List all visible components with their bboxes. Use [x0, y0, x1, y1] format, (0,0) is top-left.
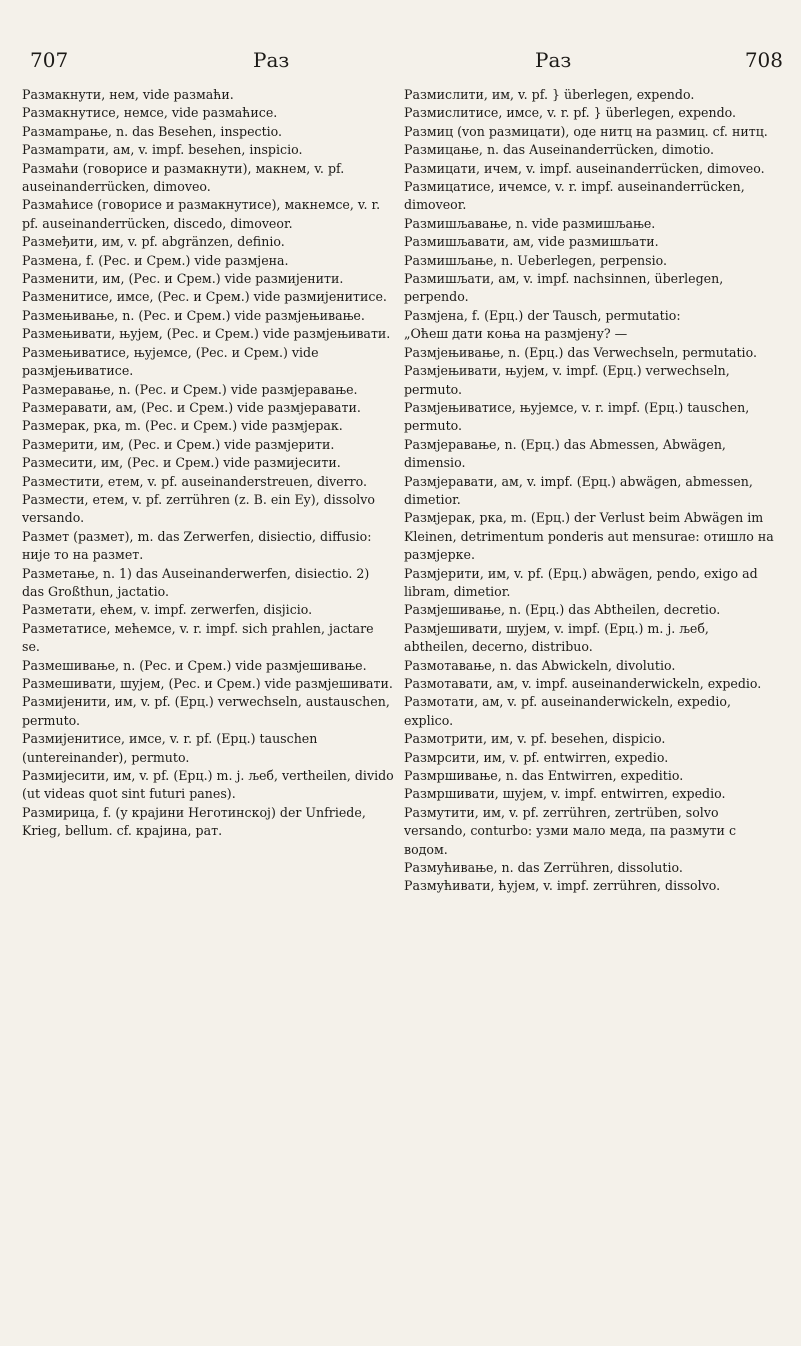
dictionary-entry: Размјерак, рка, m. (Ерц.) der Verlust beim Abwägen im Kleinen, detrimentum ponderis aut mensurae: отишло на размјерке.	[404, 510, 774, 563]
dictionary-entry: Разместити, етем, v. pf. auseinanderstreuen, diverro.	[22, 473, 368, 489]
dictionary-entry: Размјењивати, њујем, v. impf. (Ерц.) verwechseln, permuto.	[404, 363, 730, 397]
dictionary-entry: Разменити, им, (Рес. и Срем.) vide размијенити.	[22, 271, 344, 287]
dictionary-entry: Размаmрање, n. das Besehen, inspectio.	[22, 123, 283, 139]
dictionary-entry: Размицати, ичем, v. impf. auseinanderrücken, dimoveo.	[404, 160, 765, 176]
dictionary-entry: Размјеравање, n. (Ерц.) das Abmessen, Abwägen, dimensio.	[404, 436, 726, 471]
dictionary-entry: Размутити, им, v. pf. zerrühren, zertrüben, solvo versando, conturbo: узми мало меда, па размути с водом.	[404, 804, 736, 857]
dictionary-entry: Размирица, f. (у крајини Неготинској) der Unfriede, Krieg, bellum. cf. крајина, рат.	[22, 804, 366, 839]
right-column	[404, 86, 776, 1336]
dictionary-entry: Размућивање, n. das Zerrühren, dissolutio.	[404, 860, 683, 876]
dictionary-entry: Разметати, ећем, v. impf. zerwerfen, disjicio.	[22, 602, 313, 618]
dictionary-entry: Размести, етем, v. pf. zerrühren (z. B. ein Ey), dissolvo versando.	[22, 491, 375, 526]
dictionary-entry: Размјењивање, n. (Ерц.) das Verwechseln, permutatio.	[404, 344, 757, 360]
dictionary-entry: Размакнутисе, немсе, vide размаћисе.	[22, 105, 278, 121]
dictionary-entry: Размењивање, n. (Рес. и Срем.) vide размјењивање.	[22, 307, 365, 323]
dictionary-entry: Размотавати, ам, v. impf. auseinanderwickeln, expedio.	[404, 676, 762, 691]
page-header	[0, 0, 801, 80]
dictionary-entry: Размијенити, им, v. pf. (Ерц.) verwechseln, austauschen, permuto.	[22, 694, 390, 728]
dictionary-entry: Размишљати, ам, v. impf. nachsinnen, überlegen, perpendo.	[404, 271, 724, 305]
dictionary-entry: Размислити, им, v. pf. } überlegen, expendo.	[404, 87, 695, 102]
dictionary-entry: Размјешивати, шујем, v. impf. (Ерц.) m. j. љеб, abtheilen, decerno, distribuo.	[404, 620, 709, 655]
dictionary-entry: Размесити, им, (Рес. и Срем.) vide размијесити.	[22, 455, 341, 471]
left-column	[22, 86, 394, 1336]
dictionary-entry: Размењиватисе, њујемсе, (Рес. и Срем.) vide размјењиватисе.	[22, 344, 319, 379]
dictionary-entry: Размјена, f. (Ерц.) der Tausch, permutatio:	[404, 307, 681, 323]
dictionary-entry: Размијенитисе, имсе, v. r. pf. (Ерц.) tauschen (untereinander), permuto.	[22, 731, 318, 765]
dictionary-entry: Разменитисе, имсе, (Рес. и Срем.) vide размијенитисе.	[22, 289, 387, 305]
dictionary-entry: Размерити, им, (Рес. и Срем.) vide размјерити.	[22, 436, 335, 452]
dictionary-entry: Размешивати, шујем, (Рес. и Срем.) vide размјешивати.	[22, 676, 393, 691]
dictionary-entry: Размеравати, ам, (Рес. и Срем.) vide размјеравати.	[22, 399, 361, 415]
dictionary-entry: Размеравање, n. (Рес. и Срем.) vide размјеравање.	[22, 381, 358, 397]
dictionary-entry: Размакнути, нем, vide размаћи.	[22, 87, 234, 102]
dictionary-entry: Размислитисе, имсе, v. r. pf. } überlegen, expendo.	[404, 105, 736, 121]
dictionary-entry: Размишљање, n. Ueberlegen, perpensio.	[404, 252, 668, 268]
dictionary-entry: Размеђити, им, v. pf. abgränzen, definio.	[22, 234, 285, 250]
running-head-right: Раз	[535, 48, 572, 72]
dictionary-entry: Размотрити, им, v. pf. besehen, dispicio.	[404, 731, 666, 747]
dictionary-entry: Размицатисе, ичемсе, v. r. impf. auseinanderrücken, dimoveor.	[404, 179, 745, 213]
dictionary-entry: Размет (размет), m. das Zerwerfen, disiectio, diffusio: није то на размет.	[22, 528, 372, 563]
dictionary-entry: Размерак, рка, m. (Рес. и Срем.) vide размјерак.	[22, 418, 343, 434]
dictionary-entry: Размишљавати, ам, vide размишљати.	[404, 234, 659, 250]
dictionary-entry: Размјењиватисе, њујемсе, v. r. impf. (Ерц.) tauschen, permuto.	[404, 399, 750, 434]
dictionary-entry: Размаmрати, ам, v. impf. besehen, inspicio.	[22, 142, 303, 158]
dictionary-entry: Размицање, n. das Auseinanderrücken, dimotio.	[404, 142, 714, 158]
dictionary-entry: Размаћисе (говорисе и размакнутисе), макнемсе, v. r. pf. auseinanderrücken, discedo, dimoveor.	[22, 197, 381, 231]
dictionary-entry: Размотати, ам, v. pf. auseinanderwickeln, expedio, explico.	[404, 694, 731, 728]
dictionary-entry: Размјешивање, n. (Ерц.) das Abtheilen, decretio.	[404, 602, 721, 618]
dictionary-entry: Размиц (von размицати), оде нитц на размиц. cf. нитц.	[404, 123, 768, 139]
dictionary-entry: Размршивање, n. das Entwirren, expeditio.	[404, 768, 684, 784]
dictionary-entry: Размрсити, им, v. pf. entwirren, expedio.	[404, 749, 669, 765]
dictionary-entry: Разметатисе, мећемсе, v. r. impf. sich prahlen, jactare se.	[22, 620, 374, 655]
dictionary-entry: Размишљавање, n. vide размишљање.	[404, 215, 656, 231]
dictionary-entry: Размотавање, n. das Abwickeln, divolutio.	[404, 657, 676, 673]
dictionary-entry: Разметање, n. 1) das Auseinanderwerfen, disiectio. 2) das Großthun, jactatio.	[22, 565, 370, 599]
dictionary-entry: Размршивати, шујем, v. impf. entwirren, expedio.	[404, 786, 726, 802]
dictionary-entry: Размена, f. (Рес. и Срем.) vide размјена.	[22, 252, 289, 268]
dictionary-entry: Размијесити, им, v. pf. (Ерц.) m. j. љеб, vertheilen, divido (ut videas quot sint futuri panes).	[22, 768, 394, 802]
dictionary-entry: Размјерити, им, v. pf. (Ерц.) abwägen, pendo, exigo ad libram, dimetior.	[404, 565, 758, 599]
dictionary-entry: Размјеравати, ам, v. impf. (Ерц.) abwägen, abmessen, dimetior.	[404, 473, 753, 507]
dictionary-entry: Размаћи (говорисе и размакнути), макнем, v. pf. auseinanderrücken, dimoveo.	[22, 160, 345, 195]
dictionary-entry: Размућивати, ћујем, v. impf. zerrühren, dissolvo.	[404, 878, 721, 894]
dictionary-entry: Размешивање, n. (Рес. и Срем.) vide размјешивање.	[22, 657, 367, 673]
running-head-left: Раз	[253, 48, 290, 72]
dictionary-entry: Размењивати, њујем, (Рес. и Срем.) vide размјењивати.	[22, 326, 391, 342]
dictionary-entry: „Оћеш дати коња на размјену? —	[404, 326, 628, 342]
page-number-right: 708	[744, 48, 783, 72]
page-number-left: 707	[30, 48, 69, 72]
